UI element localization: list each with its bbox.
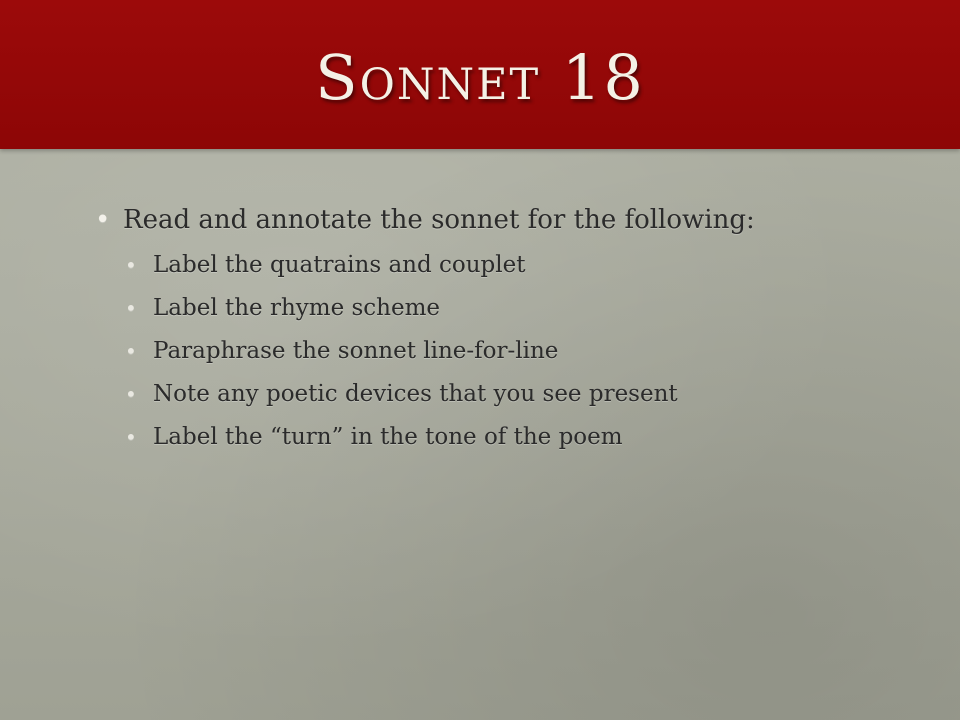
- slide-content: [95, 196, 915, 459]
- bullet-dot-icon: •: [125, 253, 137, 277]
- sub-bullet-item: [95, 287, 915, 330]
- sub-bullet-text: Paraphrase the sonnet line-for-line: [153, 338, 559, 364]
- sub-bullet-item: [95, 373, 915, 416]
- sub-bullet-item: [95, 330, 915, 373]
- bullet-dot-icon: •: [125, 296, 137, 320]
- bullet-dot-icon: •: [125, 382, 137, 406]
- sub-bullet-item: [95, 416, 915, 459]
- slide-title: Sonnet 18: [315, 41, 645, 114]
- main-bullet-text: Read and annotate the sonnet for the following:: [123, 205, 755, 235]
- sub-bullet-text: Label the quatrains and couplet: [153, 252, 526, 278]
- bullet-dot-icon: •: [125, 425, 137, 449]
- title-band: [0, 0, 960, 149]
- sub-bullet-text: Label the “turn” in the tone of the poem: [153, 424, 623, 450]
- sub-bullet-item: [95, 244, 915, 287]
- bullet-dot-icon: •: [95, 205, 111, 235]
- main-bullet: [95, 196, 915, 244]
- sub-bullet-text: Label the rhyme scheme: [153, 295, 441, 321]
- bullet-dot-icon: •: [125, 339, 137, 363]
- sub-bullet-text: Note any poetic devices that you see present: [153, 381, 678, 407]
- sub-bullet-list: [95, 244, 915, 459]
